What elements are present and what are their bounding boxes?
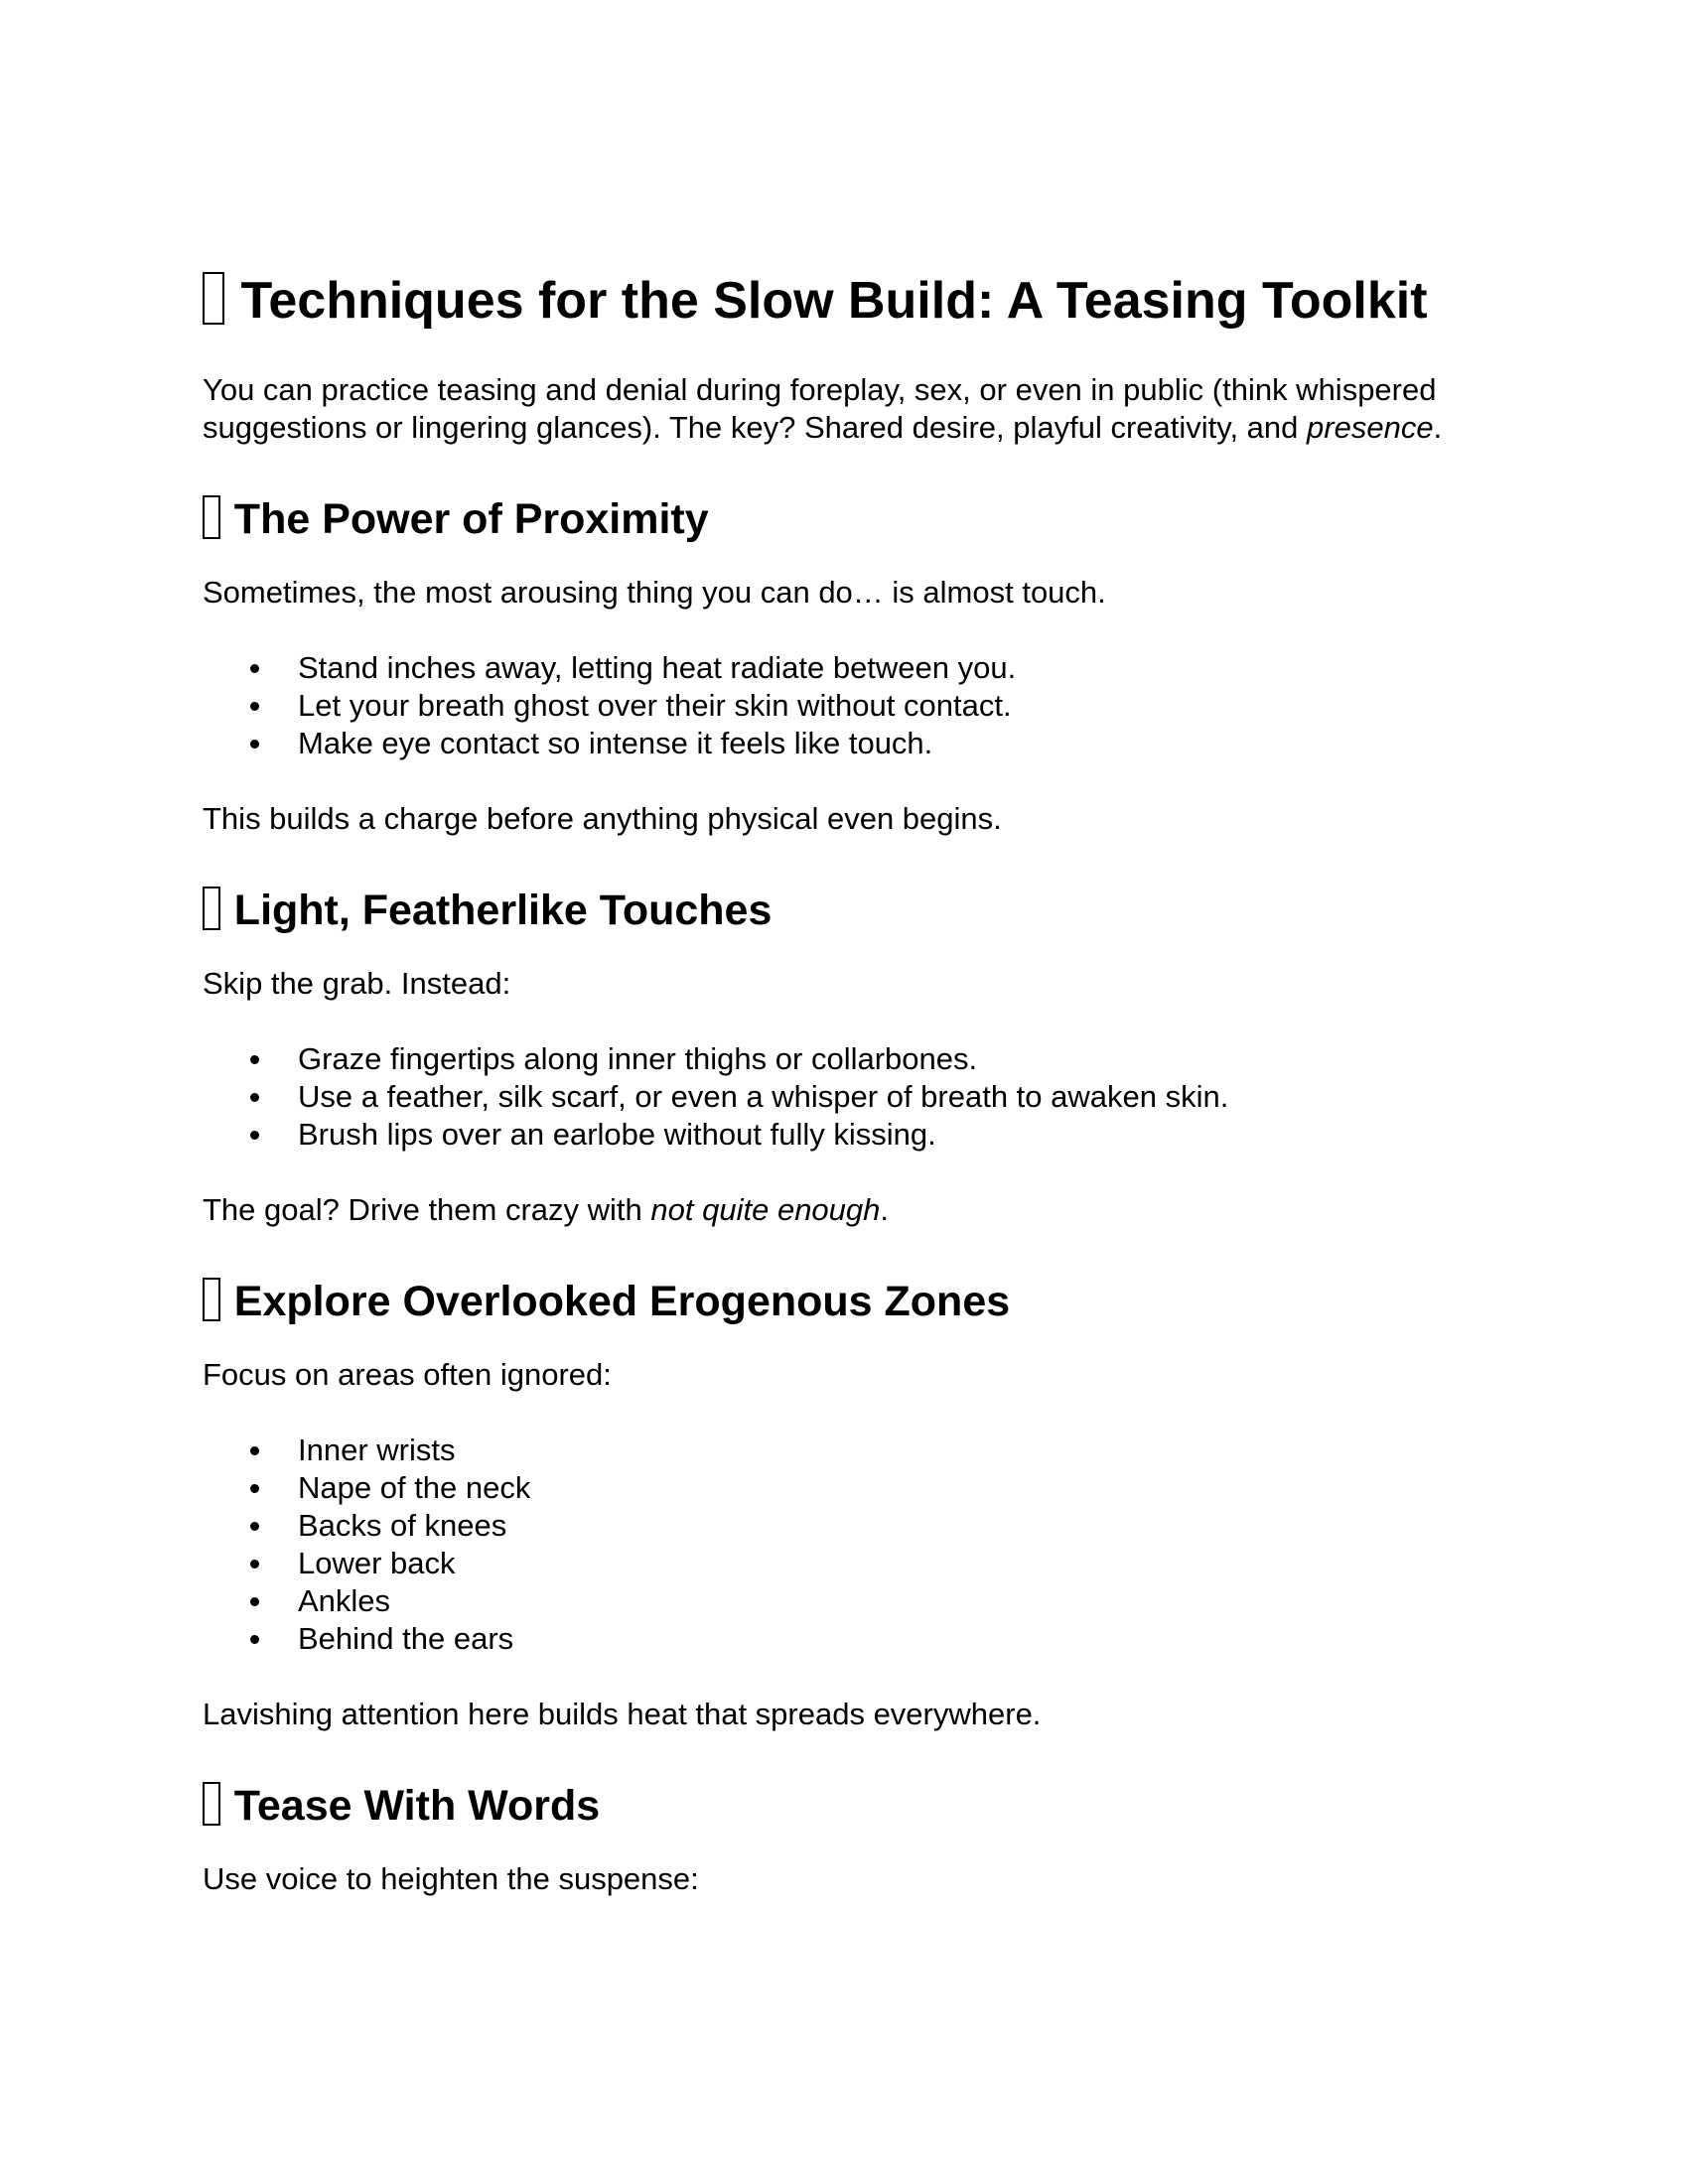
list-item-text: Brush lips over an earlobe without fully kissing.: [298, 1117, 936, 1152]
intro-paragraph: [203, 371, 1479, 447]
section-heading: [203, 1277, 1479, 1326]
list-item: [203, 1116, 1479, 1154]
list-item-text: Lower back: [298, 1546, 456, 1580]
list-item: [203, 1469, 1479, 1507]
missing-glyph-icon: [203, 272, 224, 325]
list-item: [203, 687, 1479, 725]
intro-italic-text: presence: [1307, 410, 1434, 445]
list-item: [203, 1545, 1479, 1582]
section-heading-text: The Power of Proximity: [233, 495, 709, 543]
bullet-icon: [250, 1597, 259, 1606]
list-item-text: Let your breath ghost over their skin without contact.: [298, 688, 1012, 723]
list-item-text: Behind the ears: [298, 1621, 514, 1656]
document-title: [203, 270, 1479, 332]
missing-glyph-icon: [203, 495, 220, 539]
bullet-icon: [250, 1560, 259, 1569]
outro-text: The goal? Drive them crazy with: [203, 1192, 651, 1227]
intro-text-end: .: [1433, 410, 1443, 445]
bullet-icon: [250, 1055, 259, 1064]
lead-paragraph: Use voice to heighten the suspense:: [203, 1861, 699, 1896]
bullet-icon: [250, 1484, 259, 1493]
list-item: [203, 1582, 1479, 1620]
outro-italic-text: not quite enough: [650, 1192, 881, 1227]
document-title-text: Techniques for the Slow Build: A Teasing Toolkit: [240, 272, 1428, 330]
outro-paragraph: [203, 1191, 1479, 1229]
bullet-icon: [250, 740, 259, 749]
section-heading: [203, 1781, 1479, 1831]
bullet-icon: [250, 702, 259, 711]
list-item-text: Make eye contact so intense it feels like touch.: [298, 726, 933, 760]
section-heading-text: Light, Featherlike Touches: [233, 887, 773, 934]
intro-text: You can practice teasing and denial during foreplay, sex, or even in public (think whispered suggestions or lingering glances). The key? Shared desire, playful creativity, and: [203, 372, 1437, 445]
bullet-icon: [250, 1446, 259, 1455]
list-item: [203, 1507, 1479, 1545]
missing-glyph-icon: [203, 1278, 220, 1321]
outro-paragraph: Lavishing attention here builds heat that spreads everywhere.: [203, 1697, 1042, 1731]
lead-paragraph: Skip the grab. Instead:: [203, 966, 511, 1001]
lead-paragraph: Sometimes, the most arousing thing you can do… is almost touch.: [203, 575, 1106, 610]
list-item-text: Use a feather, silk scarf, or even a whisper of breath to awaken skin.: [298, 1079, 1229, 1114]
missing-glyph-icon: [203, 1782, 220, 1826]
list-item: [203, 1620, 1479, 1658]
bullet-icon: [250, 1131, 259, 1140]
section-featherlike-touches: [203, 886, 1479, 1229]
section-tease-with-words: [203, 1781, 1479, 1898]
section-heading-text: Explore Overlooked Erogenous Zones: [233, 1278, 1011, 1325]
bullet-icon: [250, 1522, 259, 1531]
outro-paragraph: This builds a charge before anything physical even begins.: [203, 801, 1002, 836]
list-item-text: Ankles: [298, 1583, 391, 1618]
bullet-list: [203, 1432, 1479, 1658]
list-item-text: Backs of knees: [298, 1508, 507, 1543]
section-heading: [203, 886, 1479, 935]
bullet-icon: [250, 1093, 259, 1102]
bullet-list: [203, 1040, 1479, 1154]
bullet-icon: [250, 664, 259, 673]
list-item-text: Inner wrists: [298, 1433, 456, 1467]
missing-glyph-icon: [203, 887, 220, 930]
section-heading-text: Tease With Words: [233, 1782, 601, 1830]
list-item: [203, 1432, 1479, 1469]
bullet-list: [203, 649, 1479, 762]
section-erogenous-zones: [203, 1277, 1479, 1733]
list-item-text: Nape of the neck: [298, 1470, 531, 1505]
list-item-text: Graze fingertips along inner thighs or collarbones.: [298, 1041, 978, 1076]
list-item: [203, 649, 1479, 687]
lead-paragraph: Focus on areas often ignored:: [203, 1357, 612, 1392]
list-item: [203, 1040, 1479, 1078]
list-item: [203, 725, 1479, 762]
section-power-of-proximity: [203, 494, 1479, 838]
list-item-text: Stand inches away, letting heat radiate between you.: [298, 650, 1017, 685]
outro-text-end: .: [880, 1192, 890, 1227]
list-item: [203, 1078, 1479, 1116]
section-heading: [203, 494, 1479, 544]
bullet-icon: [250, 1635, 259, 1644]
